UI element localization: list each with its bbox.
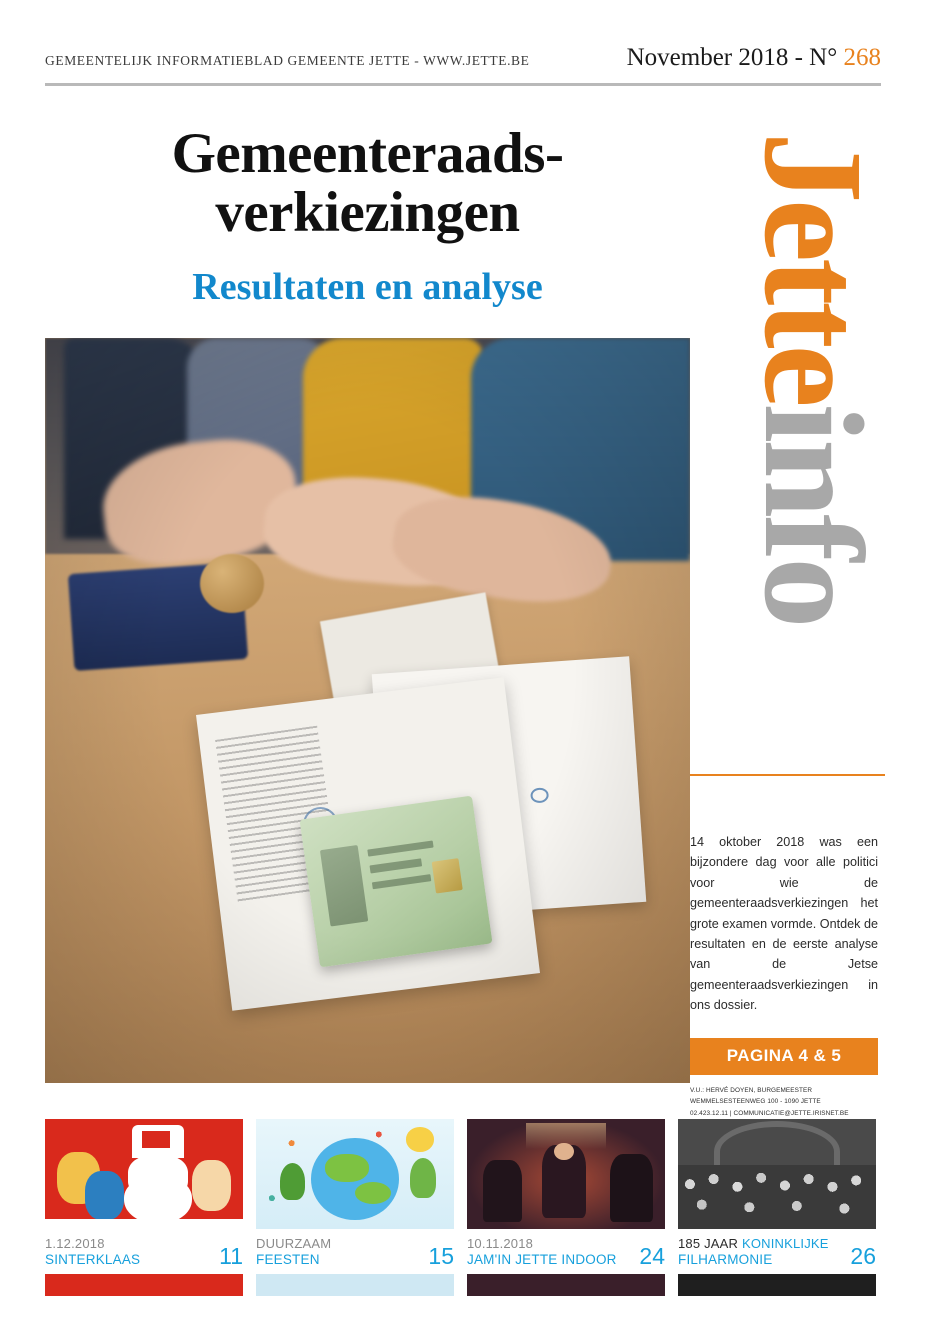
- teaser-bottom-strip: [45, 1274, 243, 1296]
- teaser-date: DUURZAAM: [256, 1235, 332, 1251]
- teaser-caption: [45, 1229, 243, 1268]
- teaser-title-extra: FILHARMONIE: [678, 1251, 773, 1267]
- photo-vignette: [45, 338, 690, 1083]
- teaser-art-tree-2: [410, 1158, 436, 1198]
- cover-main: [45, 122, 893, 1132]
- teaser-thumb-sinterklaas: [45, 1119, 243, 1229]
- teaser-date-text: 185 JAAR: [678, 1235, 739, 1251]
- teaser-art-stripe: [45, 1219, 243, 1229]
- teaser-page-number: 15: [428, 1243, 454, 1269]
- teaser-strip: [45, 1119, 881, 1296]
- teaser-koninklijke-filharmonie[interactable]: [678, 1119, 876, 1296]
- teaser-title: JAM'IN JETTE INDOOR: [467, 1251, 617, 1267]
- masthead: [45, 0, 881, 72]
- colophon-line-3: 02.423.12.11 | COMMUNICATIE@JETTE.IRISNET.BE: [690, 1110, 849, 1118]
- teaser-bottom-strip: [256, 1274, 454, 1296]
- colophon-line-1: V.U.: HERVÉ DOYEN, BURGEMEESTER: [690, 1086, 813, 1094]
- masthead-divider: [45, 83, 881, 86]
- teaser-art-sun: [406, 1127, 434, 1151]
- status-badge: PAGINA 4 & 5: [690, 1038, 878, 1075]
- teaser-art-tree-1: [280, 1163, 306, 1200]
- teaser-bottom-strip: [467, 1274, 665, 1296]
- teaser-thumb-duurzaam: [256, 1119, 454, 1229]
- headline-line-1: Gemeenteraads-: [171, 122, 564, 185]
- teaser-date: [678, 1236, 829, 1252]
- teaser-art-beard: [124, 1176, 191, 1224]
- teaser-text: [45, 1236, 140, 1268]
- teaser-title: SINTERKLAAS: [45, 1251, 141, 1267]
- cover-right-column: [690, 124, 893, 1132]
- headline-line-2: verkiezingen: [215, 181, 520, 245]
- teaser-art-child-2: [85, 1171, 125, 1219]
- colophon-line-2: WEMMELSESTEENWEG 100 - 1090 JETTE: [690, 1098, 821, 1106]
- teaser-page-number: 24: [639, 1243, 665, 1269]
- masthead-issue-number: 268: [843, 44, 881, 71]
- teaser-page-number: 26: [850, 1243, 876, 1269]
- teaser-thumb-orchestra: [678, 1119, 876, 1229]
- jetteinfo-logo: [690, 124, 893, 764]
- logo-part-jette: Jette: [735, 132, 893, 404]
- teaser-art-cross: [142, 1131, 170, 1149]
- teaser-sinterklaas[interactable]: [45, 1119, 243, 1296]
- masthead-publication-line: GEMEENTELIJK INFORMATIEBLAD GEMEENTE JETTE - WWW.JETTE.BE: [45, 53, 530, 68]
- logo-underline: [690, 774, 885, 776]
- teaser-date: 1.12.2018: [45, 1235, 105, 1251]
- teaser-caption: [678, 1229, 876, 1268]
- teaser-page-number: 11: [219, 1243, 243, 1269]
- teaser-text: [467, 1236, 617, 1268]
- cover-photo-voting-desk: [45, 338, 690, 1083]
- teaser-thumb-concert: [467, 1119, 665, 1229]
- teaser-date: 10.11.2018: [467, 1235, 534, 1251]
- masthead-date: November 2018 - N°: [626, 44, 838, 71]
- teaser-text: [256, 1236, 331, 1268]
- teaser-art-landmass-1: [325, 1154, 369, 1183]
- teaser-jam-in-jette[interactable]: [467, 1119, 665, 1296]
- teaser-art-musician-3: [610, 1154, 654, 1222]
- teaser-caption: [467, 1229, 665, 1268]
- teaser-duurzaam-feesten[interactable]: [256, 1119, 454, 1296]
- teaser-art-child-3: [192, 1160, 232, 1211]
- intro-paragraph: 14 oktober 2018 was een bijzondere dag voor alle politici voor wie de gemeenteraadsverkiezingen het grote examen vormde. Ontdek de resultaten en de eerste analyse van de Jetse gemeenteraadsverkiezingen in ons dossier.: [690, 835, 878, 1013]
- teaser-art-musician-2: [483, 1160, 523, 1222]
- page-subtitle: Resultaten en analyse: [192, 265, 543, 308]
- jetteinfo-logo-text: [690, 124, 893, 764]
- teaser-title: FEESTEN: [256, 1251, 320, 1267]
- teaser-art-crowd: [678, 1165, 876, 1229]
- teaser-title: KONINKLIJKE: [741, 1235, 829, 1251]
- masthead-issue-line: [627, 44, 881, 72]
- teaser-text: [678, 1236, 829, 1268]
- page-title: [45, 124, 690, 243]
- teaser-caption: [256, 1229, 454, 1268]
- teaser-bottom-strip: [678, 1274, 876, 1296]
- cover-left-column: [45, 124, 690, 1132]
- logo-part-info: info: [735, 403, 893, 625]
